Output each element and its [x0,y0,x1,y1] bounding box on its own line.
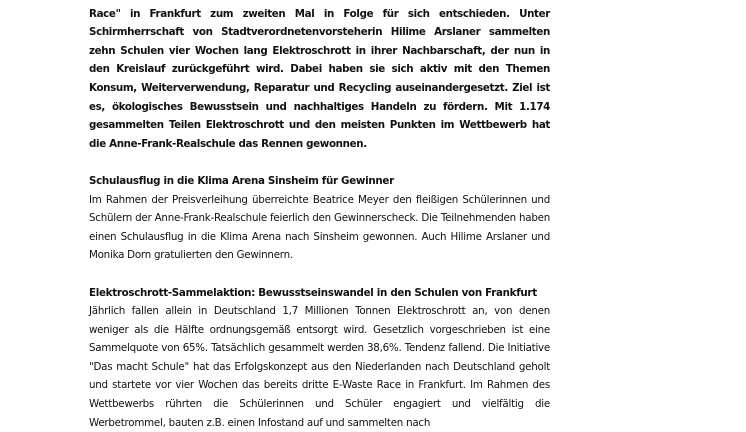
section-heading-sammelaktion: Elektroschrott-Sammelaktion: Bewusstseinswandel in den Schulen von Frankfurt [89,286,537,299]
article-body [89,0,550,432]
section-paragraph-sammelaktion: Jährlich fallen allein in Deutschland 1,7 Millionen Tonnen Elektroschrott an, von denen weniger als die Hälfte ordnungsgemäß entsorgt wird. Gesetzlich vorgeschrieben ist eine Sammelquote von 65%. Tatsächlich gesammelt werden 38,6%. Tendenz fallend. Die Initiative "Das macht Schule" hat das Erfolgskonzept aus den Niederlanden nach Deutschland geholt und startete vor vier Wochen das bereits dritte E-Waste Race in Frankfurt. Im Rahmen des Wettbewerbs rührten die Schülerinnen und Schüler engagiert und vielfältig die Werbetrommel, bauten z.B. einen Infostand auf und sammelten nach [89,305,550,429]
paragraph-spacer [89,153,550,172]
section-heading-klima-arena: Schulausflug in die Klima Arena Sinsheim für Gewinner [89,174,394,187]
intro-paragraph: Race" in Frankfurt zum zweiten Mal in Folge für sich entschieden. Unter Schirmherrschaft von Stadtverordnetenvorsteherin Hilime Arslaner sammelten zehn Schulen vier Wochen lang Elektroschrott in ihrer Nachbarschaft, der nun in den Kreislauf zurückgeführt wird. Dabei haben sie sich aktiv mit den Themen Konsum, Weiterverwendung, Reparatur und Recycling auseinandergesetzt. Ziel ist es, ökologisches Bewusstsein und nachhaltiges Handeln zu fördern. Mit 1.174 gesammelten Teilen Elektroschrott und den meisten Punkten im Wettbewerb hat die Anne-Frank-Realschule das Rennen gewonnen. [89,7,550,150]
section-paragraph-klima-arena: Im Rahmen der Preisverleihung überreichte Beatrice Meyer den fleißigen Schülerinnen und Schülern der Anne-Frank-Realschule feierlich den Gewinnerscheck. Die Teilnehmenden haben einen Schulausflug in die Klima Arena nach Sinsheim gewonnen. Auch Hilime Arslaner und Monika Dorn gratulierten den Gewinnern. [89,193,550,262]
paragraph-spacer [89,265,550,284]
